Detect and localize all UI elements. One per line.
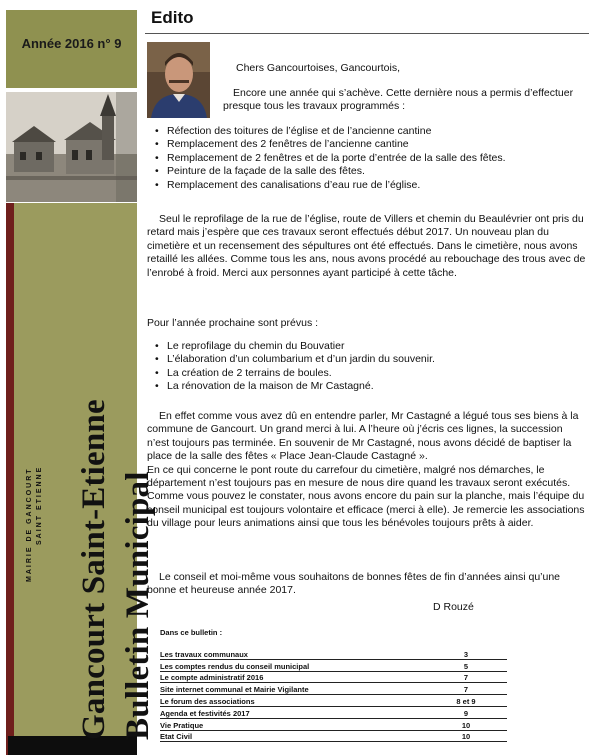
list-item: • L’élaboration d’un columbarium et d’un jardin du souvenir.: [151, 353, 435, 366]
paragraph-delays: Seul le reprofilage de la rue de l’église, route de Villers et chemin du Beaulévrier ont pris du retard mais j’espère que ces travaux seront effectués début 2017. Un nouveau plan du cimetière et un recensement des sépultures ont été effectués. Dans le cimetière, nous avons retaillé les allées. Comme tous les ans, nous avons procédé au rebouchage des trous avec de l’enrobé à froid. Merci aux personnes ayant participé à cette tâche.: [147, 213, 586, 279]
toc-page: 10: [425, 718, 507, 730]
planned-works-list: [151, 340, 435, 394]
paragraph-bridge: En ce qui concerne le pont route du carrefour du cimetière, malgré nos démarches, le département n’est toujours pas en mesure de nous dire quand les travaux seront exécutés. Comme vous pouvez le constater, nous avons encore du pain sur la planche, mais l’équipe du conseil municipal est toujours volontaire et efficace (merci à elle). Je remercie les associations du village pour leurs animations ainsi que tous les bénévoles toujours prêts à aider.: [147, 463, 585, 530]
table-row: [160, 730, 507, 742]
table-row: [160, 683, 507, 695]
list-item: • La création de 2 terrains de boules.: [151, 367, 435, 380]
sidebar-maroon-stripe: [6, 203, 14, 755]
toc-page: 8 et 9: [425, 695, 507, 707]
toc-heading: Dans ce bulletin :: [160, 628, 223, 637]
toc-page: 3: [425, 648, 507, 659]
table-row: [160, 648, 507, 659]
sidebar: [0, 0, 156, 755]
toc-title: Site internet communal et Mairie Vigilante: [160, 683, 425, 695]
table-row: [160, 718, 507, 730]
list-item: • Remplacement des 2 fenêtres de l’ancienne cantine: [151, 138, 506, 151]
toc-title: Les comptes rendus du conseil municipal: [160, 659, 425, 671]
mayor-portrait: [147, 42, 210, 118]
sidebar-black-band: [8, 736, 137, 755]
bulletin-title-line1: Gancourt Saint-Etienne: [76, 399, 112, 740]
church-photo: [6, 92, 137, 202]
toc-title: Agenda et festivités 2017: [160, 706, 425, 718]
toc-title: Le compte administratif 2016: [160, 671, 425, 683]
salutation: Chers Gancourtoises, Gancourtois,: [236, 62, 400, 74]
toc-table: [160, 648, 507, 742]
closing-paragraph: Le conseil et moi-même vous souhaitons de bonnes fêtes de fin d’années ainsi qu’une bonne et heureuse année 2017.: [147, 571, 561, 597]
toc-title: Le forum des associations: [160, 695, 425, 707]
bulletin-title-line2: Bulletin Municipal: [120, 471, 156, 740]
table-row: [160, 695, 507, 707]
list-item: • La rénovation de la maison de Mr Castagné.: [151, 380, 435, 393]
toc-page: 7: [425, 683, 507, 695]
toc-title: Etat Civil: [160, 730, 425, 742]
paragraph-castagne: [147, 410, 587, 531]
signature: D Rouzé: [433, 601, 474, 613]
list-item: • Peinture de la façade de la salle des fêtes.: [151, 165, 506, 178]
table-row: [160, 659, 507, 671]
mairie-label: MAIRIE DE GANCOURT: [26, 467, 33, 582]
page-title: Edito: [151, 8, 194, 27]
toc-page: 9: [425, 706, 507, 718]
list-item: • Remplacement de 2 fenêtres et de la porte d’entrée de la salle des fêtes.: [151, 152, 506, 165]
issue-banner: [6, 10, 137, 88]
table-row: [160, 671, 507, 683]
church-image-icon: [6, 92, 137, 202]
saint-etienne-label: SAINT ETIENNE: [36, 465, 43, 545]
toc-page: 10: [425, 730, 507, 742]
toc-page: 5: [425, 659, 507, 671]
works-done-list: [151, 125, 506, 192]
list-item: • Remplacement des canalisations d’eau rue de l’église.: [151, 179, 506, 192]
intro-paragraph: Encore une année qui s’achève. Cette dernière nous a permis d’effectuer presque tous les travaux programmés :: [223, 87, 574, 113]
toc-title: Vie Pratique: [160, 718, 425, 730]
title-divider: [145, 33, 589, 34]
list-item: • Le reprofilage du chemin du Bouvatier: [151, 340, 435, 353]
portrait-image-icon: [147, 42, 210, 118]
toc-page: 7: [425, 671, 507, 683]
next-year-intro: Pour l’année prochaine sont prévus :: [147, 317, 319, 329]
toc-title: Les travaux communaux: [160, 648, 425, 659]
list-item: • Réfection des toitures de l’église et de l’ancienne cantine: [151, 125, 506, 138]
paragraph-legacy: En effet comme vous avez dû en entendre parler, Mr Castagné a légué tous ses biens à la commune de Gancourt. Un grand merci à lui. A l’heure où j’écris ces lignes, la succession n’est toujours pas terminée. En souvenir de Mr Castagné, nous avons décidé de baptiser la place de la salle des fêtes « Place Jean-Claude Castagné ».: [147, 410, 579, 463]
issue-label: Année 2016 n° 9: [21, 36, 122, 51]
table-row: [160, 706, 507, 718]
